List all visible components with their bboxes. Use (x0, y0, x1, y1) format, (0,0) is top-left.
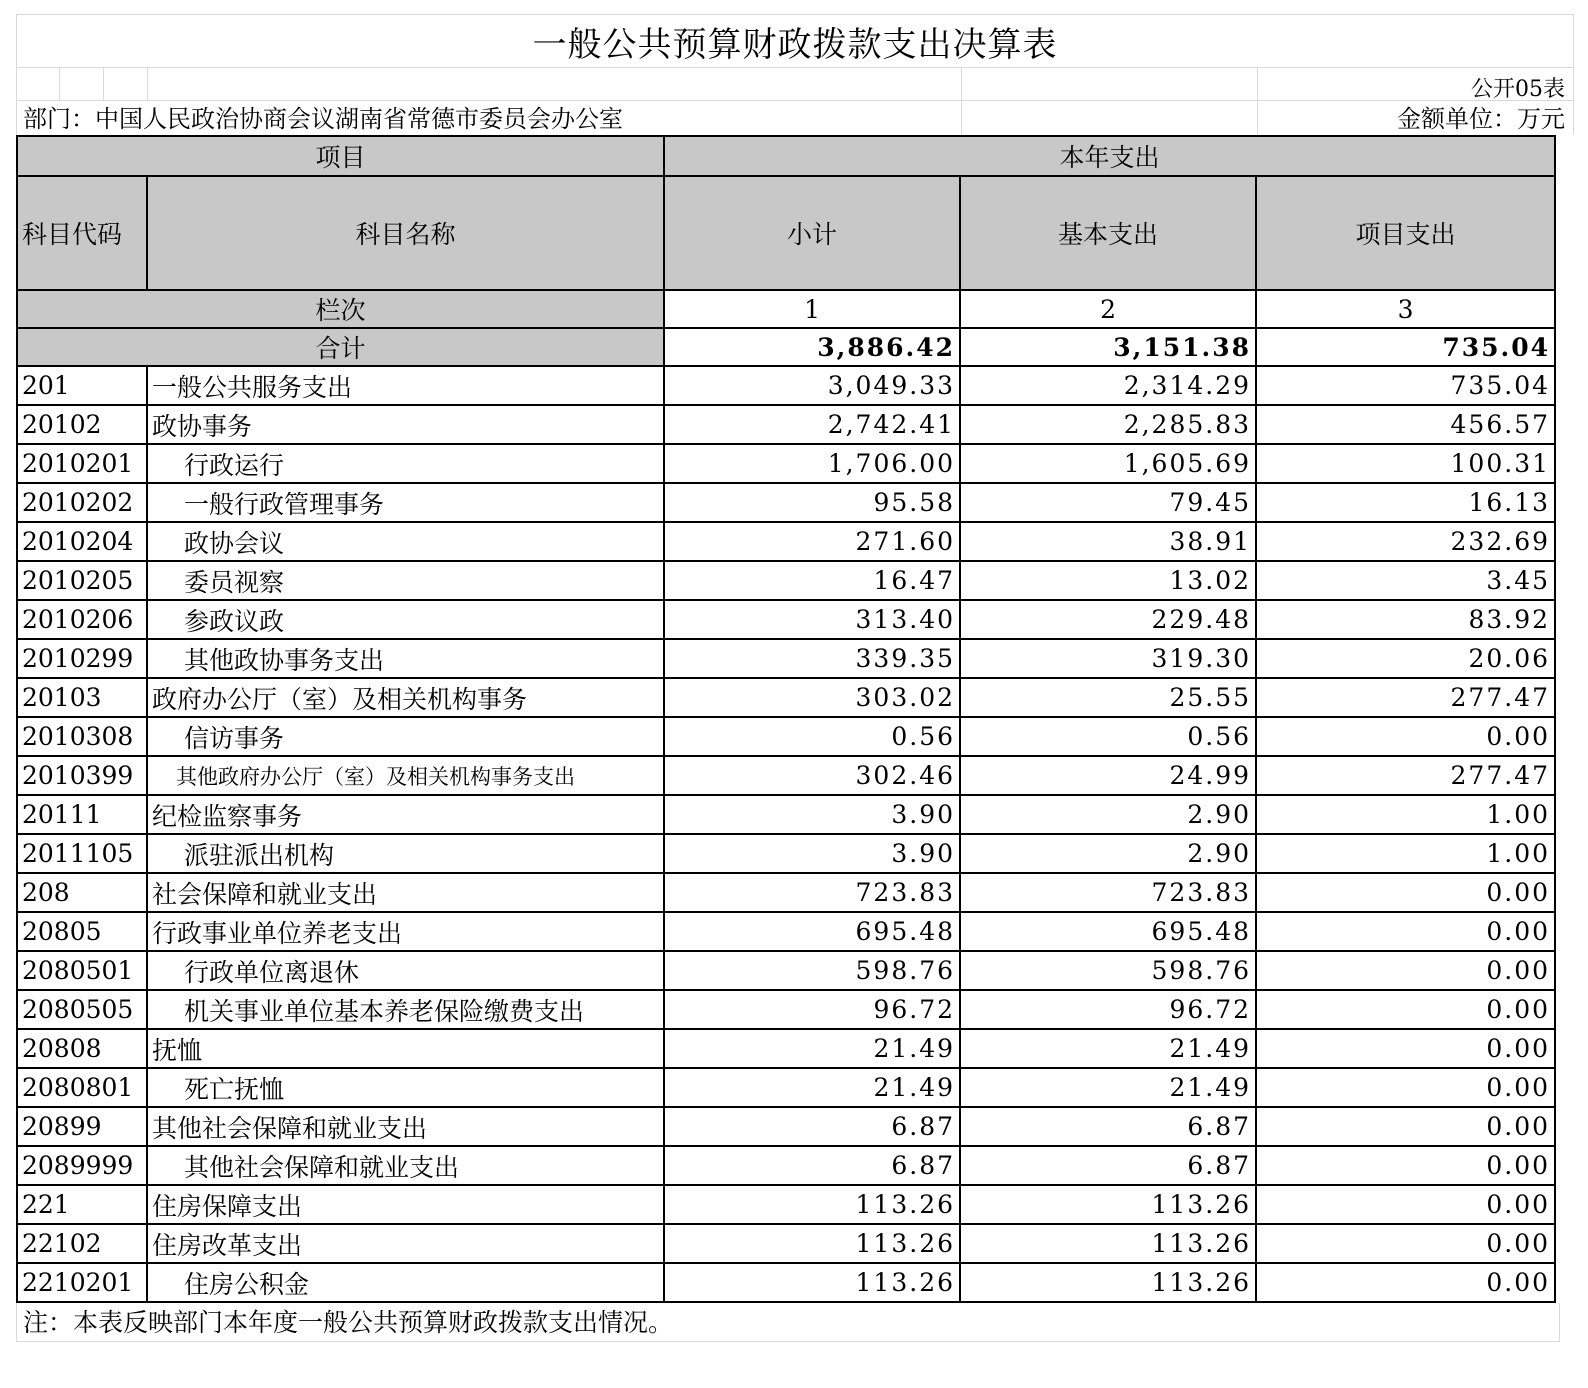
row-basic: 723.83 (960, 873, 1256, 912)
row-project: 232.69 (1256, 522, 1555, 561)
table-row (17, 834, 1555, 873)
row-project: 0.00 (1256, 1068, 1555, 1107)
row-project: 0.00 (1256, 1029, 1555, 1068)
row-name: 住房保障支出 (147, 1185, 664, 1224)
row-subtotal: 0.56 (664, 717, 960, 756)
header-subtotal: 小计 (664, 176, 960, 290)
row-name: 行政单位离退休 (147, 951, 664, 990)
row-code: 20805 (17, 912, 147, 951)
header-item: 项目 (17, 136, 664, 176)
row-code: 22102 (17, 1224, 147, 1263)
row-project: 0.00 (1256, 1107, 1555, 1146)
table-number-row (16, 67, 1574, 100)
row-basic: 24.99 (960, 756, 1256, 795)
row-code: 2010205 (17, 561, 147, 600)
row-project: 0.00 (1256, 717, 1555, 756)
row-name: 一般行政管理事务 (147, 483, 664, 522)
row-basic: 79.45 (960, 483, 1256, 522)
row-subtotal: 96.72 (664, 990, 960, 1029)
row-basic: 695.48 (960, 912, 1256, 951)
row-project: 456.57 (1256, 405, 1555, 444)
table-row (17, 483, 1555, 522)
row-project: 0.00 (1256, 873, 1555, 912)
row-project: 3.45 (1256, 561, 1555, 600)
row-code: 2010299 (17, 639, 147, 678)
table-row (17, 561, 1555, 600)
row-code: 2089999 (17, 1146, 147, 1185)
row-name: 其他政协事务支出 (147, 639, 664, 678)
total-project: 735.04 (1256, 328, 1555, 366)
row-code: 2080505 (17, 990, 147, 1029)
row-project: 0.00 (1256, 912, 1555, 951)
row-project: 20.06 (1256, 639, 1555, 678)
row-basic: 21.49 (960, 1029, 1256, 1068)
row-code: 201 (17, 366, 147, 405)
row-code: 2010206 (17, 600, 147, 639)
row-subtotal: 302.46 (664, 756, 960, 795)
row-name: 死亡抚恤 (147, 1068, 664, 1107)
amount-unit: 金额单位：万元 (1397, 105, 1565, 133)
row-subtotal: 3.90 (664, 795, 960, 834)
row-subtotal: 95.58 (664, 483, 960, 522)
row-code: 2080501 (17, 951, 147, 990)
row-project: 0.00 (1256, 951, 1555, 990)
row-code: 2010399 (17, 756, 147, 795)
row-code: 2010308 (17, 717, 147, 756)
row-subtotal: 339.35 (664, 639, 960, 678)
total-row (17, 328, 1555, 366)
header-current-year: 本年支出 (664, 136, 1555, 176)
row-name: 社会保障和就业支出 (147, 873, 664, 912)
header-project: 项目支出 (1256, 176, 1555, 290)
row-subtotal: 21.49 (664, 1029, 960, 1068)
total-label: 合计 (17, 328, 664, 366)
row-basic: 25.55 (960, 678, 1256, 717)
row-name: 委员视察 (147, 561, 664, 600)
row-basic: 229.48 (960, 600, 1256, 639)
column-order-3: 3 (1256, 290, 1555, 328)
table-row (17, 600, 1555, 639)
row-subtotal: 313.40 (664, 600, 960, 639)
table-row (17, 756, 1555, 795)
row-subtotal: 113.26 (664, 1185, 960, 1224)
row-subtotal: 723.83 (664, 873, 960, 912)
table-row (17, 1224, 1555, 1263)
column-order-label: 栏次 (17, 290, 664, 328)
table-row (17, 522, 1555, 561)
row-code: 20102 (17, 405, 147, 444)
row-basic: 113.26 (960, 1224, 1256, 1263)
row-code: 20899 (17, 1107, 147, 1146)
row-project: 277.47 (1256, 678, 1555, 717)
row-basic: 2.90 (960, 795, 1256, 834)
row-subtotal: 6.87 (664, 1107, 960, 1146)
column-order-row (17, 290, 1555, 328)
row-basic: 21.49 (960, 1068, 1256, 1107)
row-name: 行政事业单位养老支出 (147, 912, 664, 951)
report-title: 一般公共预算财政拨款支出决算表 (16, 14, 1574, 67)
total-basic: 3,151.38 (960, 328, 1256, 366)
row-basic: 6.87 (960, 1146, 1256, 1185)
row-basic: 598.76 (960, 951, 1256, 990)
row-basic: 113.26 (960, 1185, 1256, 1224)
row-code: 221 (17, 1185, 147, 1224)
table-row (17, 444, 1555, 483)
header-name: 科目名称 (147, 176, 664, 290)
row-subtotal: 16.47 (664, 561, 960, 600)
row-project: 277.47 (1256, 756, 1555, 795)
table-row (17, 873, 1555, 912)
table-row (17, 912, 1555, 951)
table-row (17, 1107, 1555, 1146)
table-row (17, 1263, 1555, 1302)
row-code: 20808 (17, 1029, 147, 1068)
row-name: 政府办公厅（室）及相关机构事务 (147, 678, 664, 717)
row-name: 纪检监察事务 (147, 795, 664, 834)
header-basic: 基本支出 (960, 176, 1256, 290)
table-row (17, 795, 1555, 834)
budget-table (16, 135, 1556, 1303)
table-row (17, 366, 1555, 405)
table-number: 公开05表 (1471, 77, 1565, 102)
row-subtotal: 695.48 (664, 912, 960, 951)
table-row (17, 678, 1555, 717)
row-subtotal: 598.76 (664, 951, 960, 990)
row-name: 住房改革支出 (147, 1224, 664, 1263)
row-project: 0.00 (1256, 1224, 1555, 1263)
row-basic: 319.30 (960, 639, 1256, 678)
row-name: 信访事务 (147, 717, 664, 756)
row-name: 政协会议 (147, 522, 664, 561)
row-name: 其他社会保障和就业支出 (147, 1107, 664, 1146)
row-code: 2210201 (17, 1263, 147, 1302)
row-basic: 2.90 (960, 834, 1256, 873)
table-row (17, 951, 1555, 990)
row-name: 住房公积金 (147, 1263, 664, 1302)
table-row (17, 1185, 1555, 1224)
department-label: 部门：中国人民政治协商会议湖南省常德市委员会办公室 (23, 105, 623, 133)
row-project: 100.31 (1256, 444, 1555, 483)
row-subtotal: 2,742.41 (664, 405, 960, 444)
row-name: 其他政府办公厅（室）及相关机构事务支出 (147, 756, 664, 795)
header-row-2 (17, 176, 1555, 290)
footnote: 注：本表反映部门本年度一般公共预算财政拨款支出情况。 (16, 1303, 1560, 1342)
row-subtotal: 3,049.33 (664, 366, 960, 405)
row-project: 0.00 (1256, 1146, 1555, 1185)
row-name: 派驻派出机构 (147, 834, 664, 873)
column-order-2: 2 (960, 290, 1256, 328)
row-basic: 113.26 (960, 1263, 1256, 1302)
row-code: 2010202 (17, 483, 147, 522)
row-name: 政协事务 (147, 405, 664, 444)
table-row (17, 1068, 1555, 1107)
column-order-1: 1 (664, 290, 960, 328)
row-code: 2080801 (17, 1068, 147, 1107)
row-subtotal: 113.26 (664, 1263, 960, 1302)
row-code: 20111 (17, 795, 147, 834)
table-row (17, 990, 1555, 1029)
row-basic: 6.87 (960, 1107, 1256, 1146)
total-subtotal: 3,886.42 (664, 328, 960, 366)
header-code: 科目代码 (17, 176, 147, 290)
row-project: 0.00 (1256, 1263, 1555, 1302)
row-project: 16.13 (1256, 483, 1555, 522)
row-subtotal: 3.90 (664, 834, 960, 873)
table-row (17, 639, 1555, 678)
header-row-1 (17, 136, 1555, 176)
row-basic: 2,285.83 (960, 405, 1256, 444)
row-name: 行政运行 (147, 444, 664, 483)
row-subtotal: 113.26 (664, 1224, 960, 1263)
row-name: 机关事业单位基本养老保险缴费支出 (147, 990, 664, 1029)
table-row (17, 717, 1555, 756)
row-code: 20103 (17, 678, 147, 717)
row-basic: 13.02 (960, 561, 1256, 600)
row-subtotal: 271.60 (664, 522, 960, 561)
row-code: 2010201 (17, 444, 147, 483)
row-project: 0.00 (1256, 1185, 1555, 1224)
row-name: 抚恤 (147, 1029, 664, 1068)
row-project: 735.04 (1256, 366, 1555, 405)
row-project: 1.00 (1256, 834, 1555, 873)
row-subtotal: 6.87 (664, 1146, 960, 1185)
table-row (17, 405, 1555, 444)
row-name: 其他社会保障和就业支出 (147, 1146, 664, 1185)
row-basic: 1,605.69 (960, 444, 1256, 483)
row-name: 一般公共服务支出 (147, 366, 664, 405)
row-code: 2010204 (17, 522, 147, 561)
row-name: 参政议政 (147, 600, 664, 639)
row-subtotal: 1,706.00 (664, 444, 960, 483)
row-project: 83.92 (1256, 600, 1555, 639)
row-basic: 0.56 (960, 717, 1256, 756)
row-project: 1.00 (1256, 795, 1555, 834)
row-basic: 38.91 (960, 522, 1256, 561)
row-code: 208 (17, 873, 147, 912)
row-project: 0.00 (1256, 990, 1555, 1029)
row-basic: 96.72 (960, 990, 1256, 1029)
table-row (17, 1146, 1555, 1185)
row-subtotal: 21.49 (664, 1068, 960, 1107)
row-code: 2011105 (17, 834, 147, 873)
row-basic: 2,314.29 (960, 366, 1256, 405)
table-row (17, 1029, 1555, 1068)
department-row (16, 100, 1574, 135)
row-subtotal: 303.02 (664, 678, 960, 717)
report-sheet (16, 14, 1574, 1342)
